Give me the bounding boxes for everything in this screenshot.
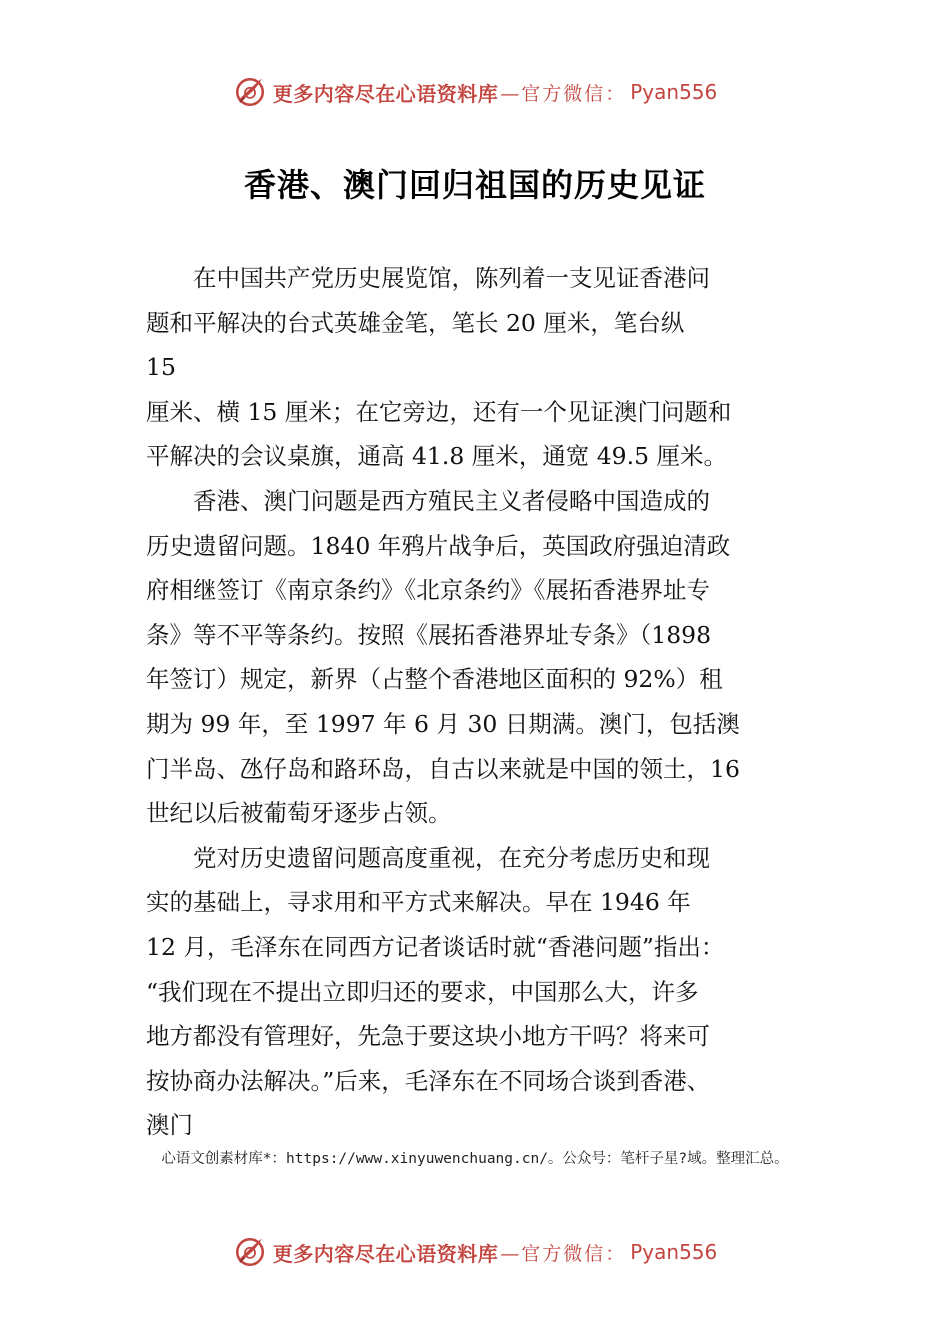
body-line: “我们现在不提出立即归还的要求，中国那么大，许多: [146, 977, 699, 1006]
body-line: 澳门: [146, 1111, 193, 1140]
body-line: 年签订）规定，新界（占整个香港地区面积的 92%）租: [146, 665, 723, 694]
body-line: 门半岛、氹仔岛和路环岛，自古以来就是中国的领土，16: [146, 754, 740, 783]
quill-pen-logo-icon: [233, 75, 267, 109]
body-line: 12 月，毛泽东在同西方记者谈话时就“香港问题”指出：: [146, 932, 725, 961]
body-line: 平解决的会议桌旗，通高 41.8 厘米，通宽 49.5 厘米。: [146, 442, 728, 471]
body-line: 在中国共产党历史展览馆，陈列着一支见证香港问: [146, 264, 710, 292]
footer-banner: [0, 1232, 950, 1272]
body-line: 按协商办法解决。”后来，毛泽东在不同场合谈到香港、: [146, 1066, 711, 1095]
banner-wechat-id: Pyan556: [630, 80, 718, 104]
header-banner: [0, 72, 950, 112]
body-line: 15: [146, 353, 176, 382]
document-title: 香港、澳门回归祖国的历史见证: [243, 166, 706, 204]
banner-separator: —官方微信：: [500, 82, 627, 105]
footer-source-note: 心语文创素材库*：https://www.xinyuwenchuang.cn/。公众号：笔杆子星?域。整理汇总。: [161, 1151, 789, 1167]
body-line: 府相继签订《南京条约》《北京条约》《展拓香港界址专: [146, 576, 710, 605]
body-line: 厘米、横 15 厘米；在它旁边，还有一个见证澳门问题和: [146, 397, 732, 426]
body-line: 香港、澳门问题是西方殖民主义者侵略中国造成的: [146, 486, 710, 515]
body-line: 党对历史遗留问题高度重视，在充分考虑历史和现: [146, 843, 710, 872]
quill-pen-logo-icon: [233, 1235, 267, 1269]
body-line: 期为 99 年，至 1997 年 6 月 30 日期满。澳门，包括澳: [146, 709, 740, 738]
body-line: 实的基础上，寻求用和平方式来解决。早在 1946 年: [146, 888, 691, 917]
body-line: 条》等不平等条约。按照《展拓香港界址专条》（1898: [146, 620, 712, 649]
document-body: [146, 256, 806, 1148]
banner-separator: —官方微信：: [500, 1242, 627, 1265]
banner-text: 更多内容尽在心语资料库: [272, 1241, 499, 1266]
banner-wechat-id: Pyan556: [630, 1240, 718, 1264]
body-line: 历史遗留问题。1840 年鸦片战争后，英国政府强迫清政: [146, 531, 731, 560]
body-line: 题和平解决的台式英雄金笔，笔长 20 厘米，笔台纵: [146, 308, 685, 337]
body-line: 地方都没有管理好，先急于要这块小地方干吗？将来可: [146, 1022, 710, 1051]
banner-text: 更多内容尽在心语资料库: [272, 81, 499, 106]
body-line: 世纪以后被葡萄牙逐步占领。: [146, 799, 452, 828]
